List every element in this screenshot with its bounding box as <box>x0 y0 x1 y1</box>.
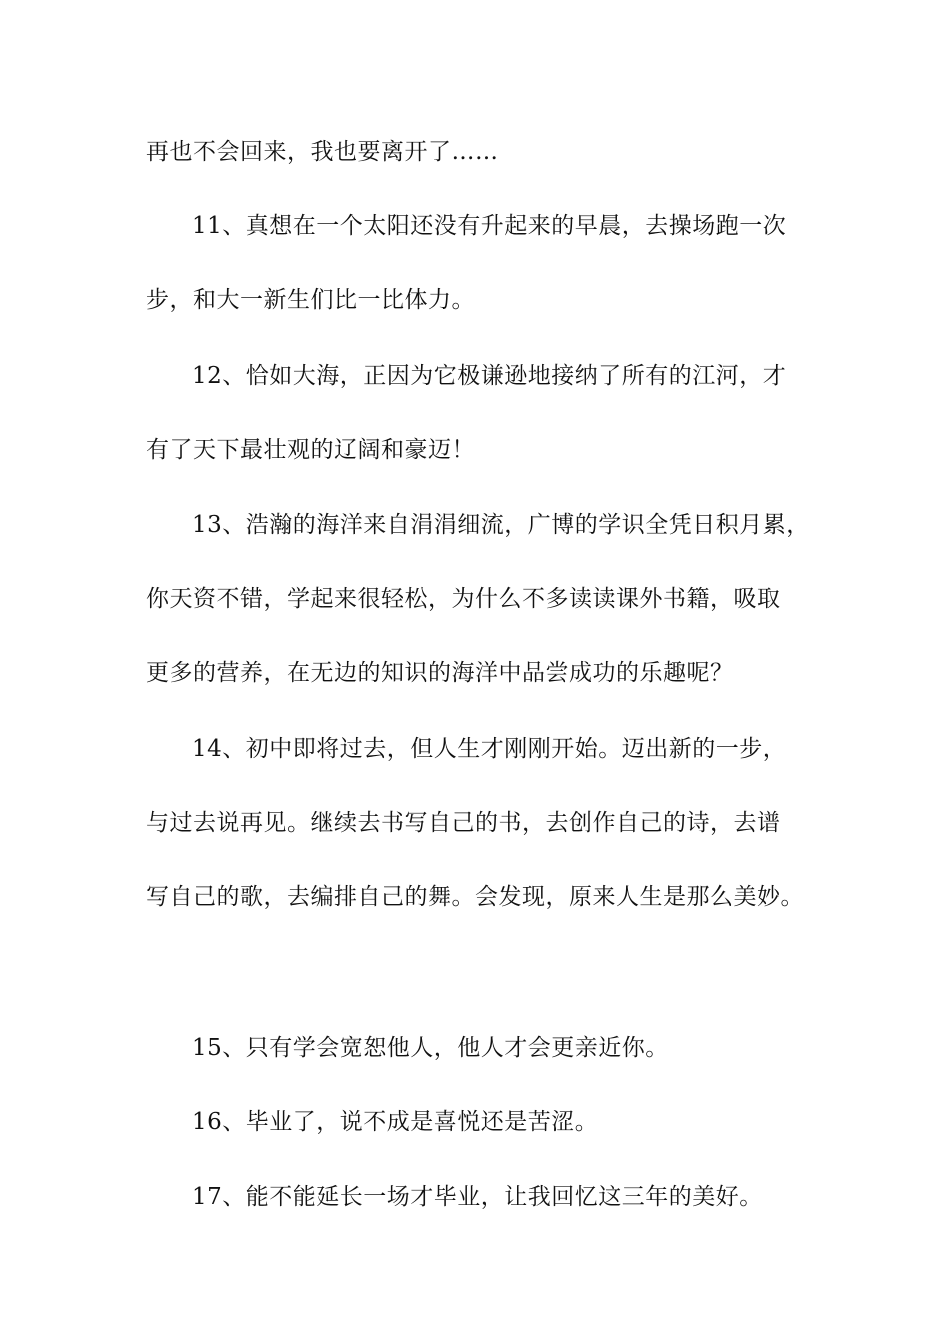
text-line: 15、只有学会宽恕他人，他人才会更亲近你。 <box>192 1035 669 1061</box>
text-line: 11、真想在一个太阳还没有升起来的早晨，去操场跑一次 <box>192 213 787 239</box>
text-line: 13、浩瀚的海洋来自涓涓细流，广博的学识全凭日积月累， <box>192 512 810 538</box>
text-line: 写自己的歌，去编排自己的舞。会发现，原来人生是那么美妙。 <box>146 884 804 910</box>
text-line: 有了天下最壮观的辽阔和豪迈！ <box>146 437 475 463</box>
text-line: 再也不会回来，我也要离开了…… <box>146 139 499 165</box>
text-line: 你天资不错，学起来很轻松，为什么不多读读课外书籍，吸取 <box>146 586 781 612</box>
text-line: 步，和大一新生们比一比体力。 <box>146 287 475 313</box>
text-line: 16、毕业了，说不成是喜悦还是苦涩。 <box>192 1109 599 1135</box>
text-line: 12、恰如大海，正因为它极谦逊地接纳了所有的江河，才 <box>192 363 787 389</box>
text-line: 17、能不能延长一场才毕业，让我回忆这三年的美好。 <box>192 1184 763 1210</box>
text-line: 与过去说再见。继续去书写自己的书，去创作自己的诗，去谱 <box>146 810 781 836</box>
text-line: 更多的营养，在无边的知识的海洋中品尝成功的乐趣呢？ <box>146 660 734 686</box>
text-line: 14、初中即将过去，但人生才刚刚开始。迈出新的一步， <box>192 736 787 762</box>
